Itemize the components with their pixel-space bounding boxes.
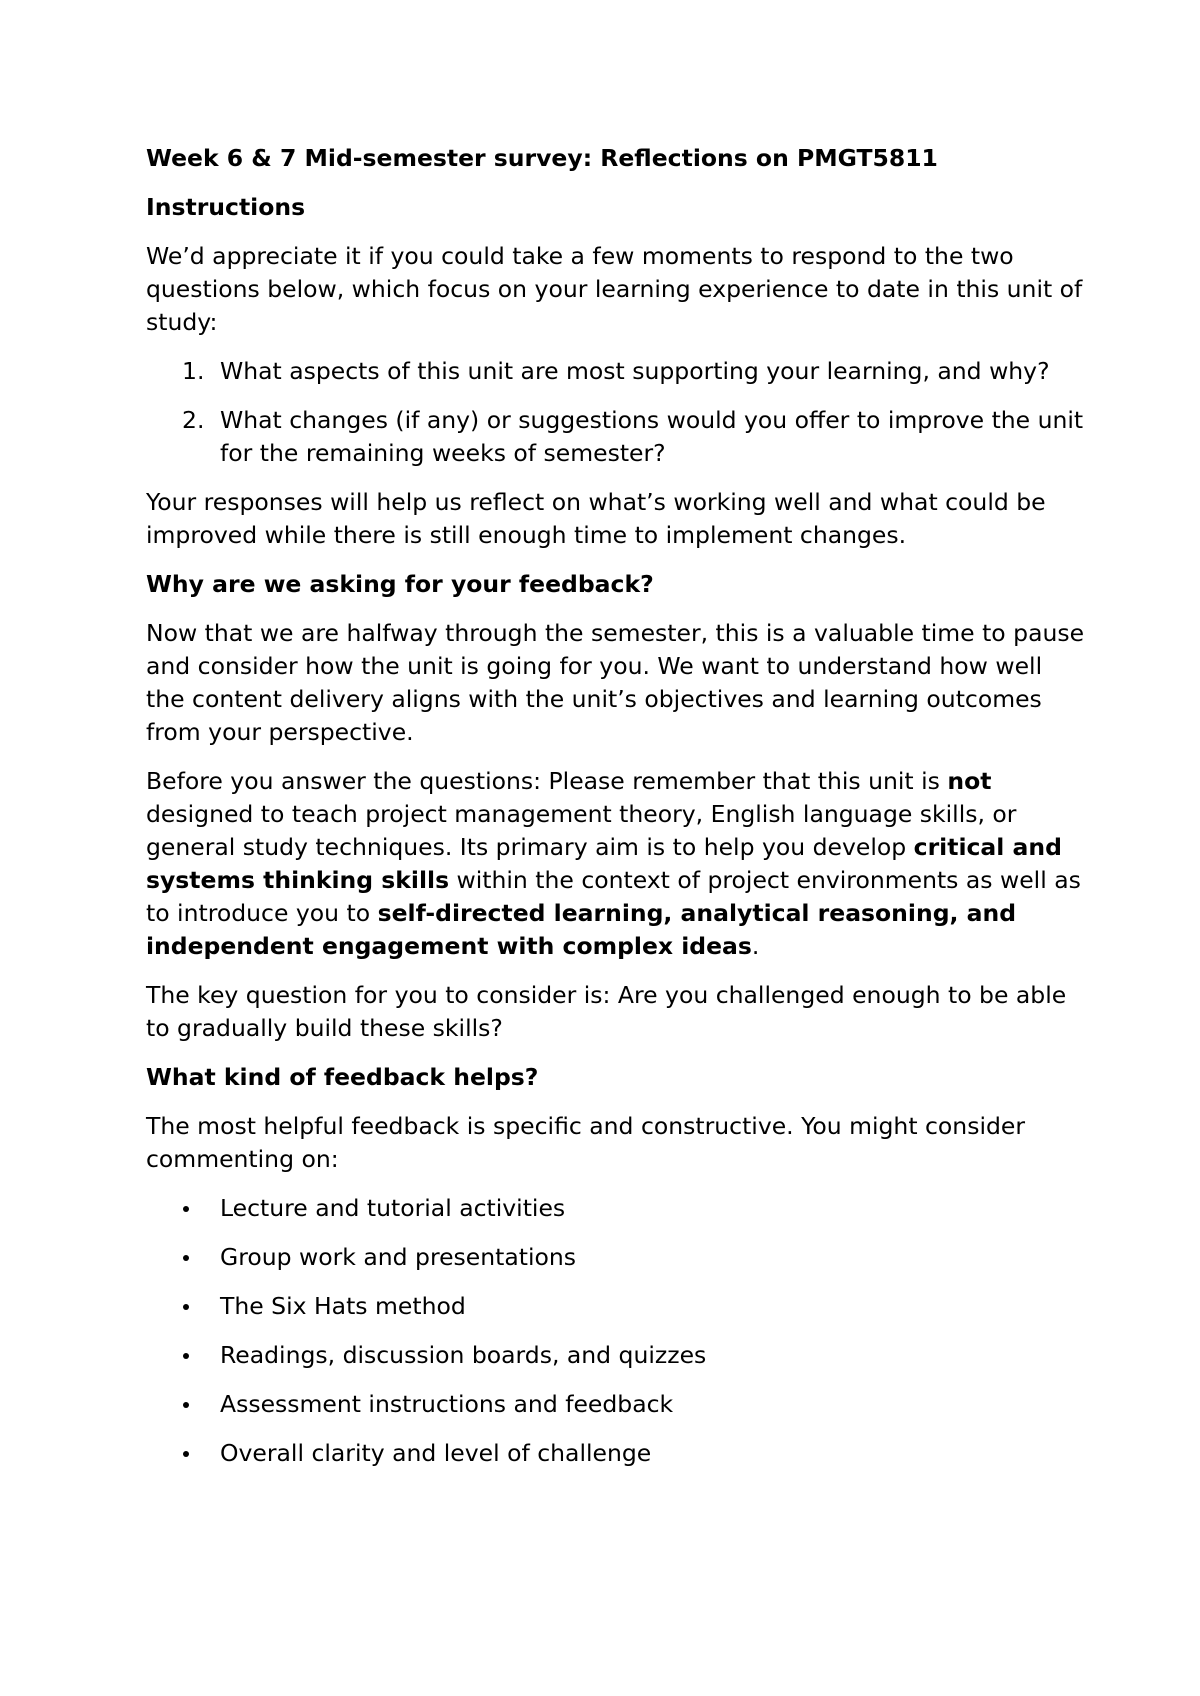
before-bold-3: self-directed learning, analytical reasoning, and independent engagement with complex ideas (146, 899, 1017, 960)
before-bold-1: not (947, 767, 992, 795)
feedback-topics-list (146, 1192, 1086, 1470)
intro-paragraph: We’d appreciate it if you could take a few moments to respond to the two questions below, which focus on your learning experience to date in this unit of study: (146, 242, 1083, 336)
responses-paragraph: Your responses will help us reflect on what’s working well and what could be improved while there is still enough time to implement changes. (146, 488, 1046, 549)
instructions-heading: Instructions (146, 193, 306, 221)
before-text-2: designed to teach project management theory, English language skills, or general study techniques. Its primary aim is to help you develop (146, 800, 1017, 861)
bullet-icon (183, 1206, 189, 1212)
before-text-1: Before you answer the questions: Please remember that this unit is (146, 767, 948, 795)
feedback-intro-paragraph: The most helpful feedback is specific and constructive. You might consider commenting on: (146, 1112, 1026, 1173)
key-question-paragraph: The key question for you to consider is: Are you challenged enough to be able to gradually build these skills? (146, 981, 1067, 1042)
bullet-text: The Six Hats method (220, 1292, 466, 1320)
document-title: Week 6 & 7 Mid-semester survey: Reflections on PMGT5811 (146, 144, 938, 172)
list-item (146, 1241, 1086, 1274)
list-number: 1. (182, 357, 205, 385)
bullet-icon (183, 1353, 189, 1359)
bullet-text: Lecture and tutorial activities (220, 1194, 566, 1222)
before-bold-2: critical and systems thinking skills (146, 833, 1062, 894)
list-item (146, 1290, 1086, 1323)
bullet-icon (183, 1451, 189, 1457)
before-text-4: . (751, 932, 760, 960)
question-text: What changes (if any) or suggestions would you offer to improve the unit for the remaining weeks of semester? (220, 406, 1084, 467)
bullet-text: Readings, discussion boards, and quizzes (220, 1341, 707, 1369)
question-text: What aspects of this unit are most supporting your learning, and why? (220, 357, 1050, 385)
bullet-text: Assessment instructions and feedback (220, 1390, 674, 1418)
why-paragraph: Now that we are halfway through the semester, this is a valuable time to pause and consider how the unit is going for you. We want to understand how well the content delivery aligns with the unit’s objectives and learning outcomes from your perspective. (146, 619, 1085, 746)
questions-list (146, 355, 1086, 470)
list-item (146, 355, 1086, 388)
bullet-text: Overall clarity and level of challenge (220, 1439, 652, 1467)
bullet-icon (183, 1255, 189, 1261)
bullet-icon (183, 1402, 189, 1408)
bullet-text: Group work and presentations (220, 1243, 577, 1271)
feedback-heading: What kind of feedback helps? (146, 1063, 539, 1091)
bullet-icon (183, 1304, 189, 1310)
document-page (146, 142, 1086, 1486)
why-heading: Why are we asking for your feedback? (146, 570, 654, 598)
list-item (146, 1388, 1086, 1421)
list-item (146, 1192, 1086, 1225)
before-text-3: within the context of project environments as well as to introduce you to (146, 866, 1081, 927)
list-number: 2. (182, 406, 205, 434)
list-item (146, 404, 1086, 470)
before-paragraph (146, 765, 1086, 963)
list-item (146, 1339, 1086, 1372)
list-item (146, 1437, 1086, 1470)
